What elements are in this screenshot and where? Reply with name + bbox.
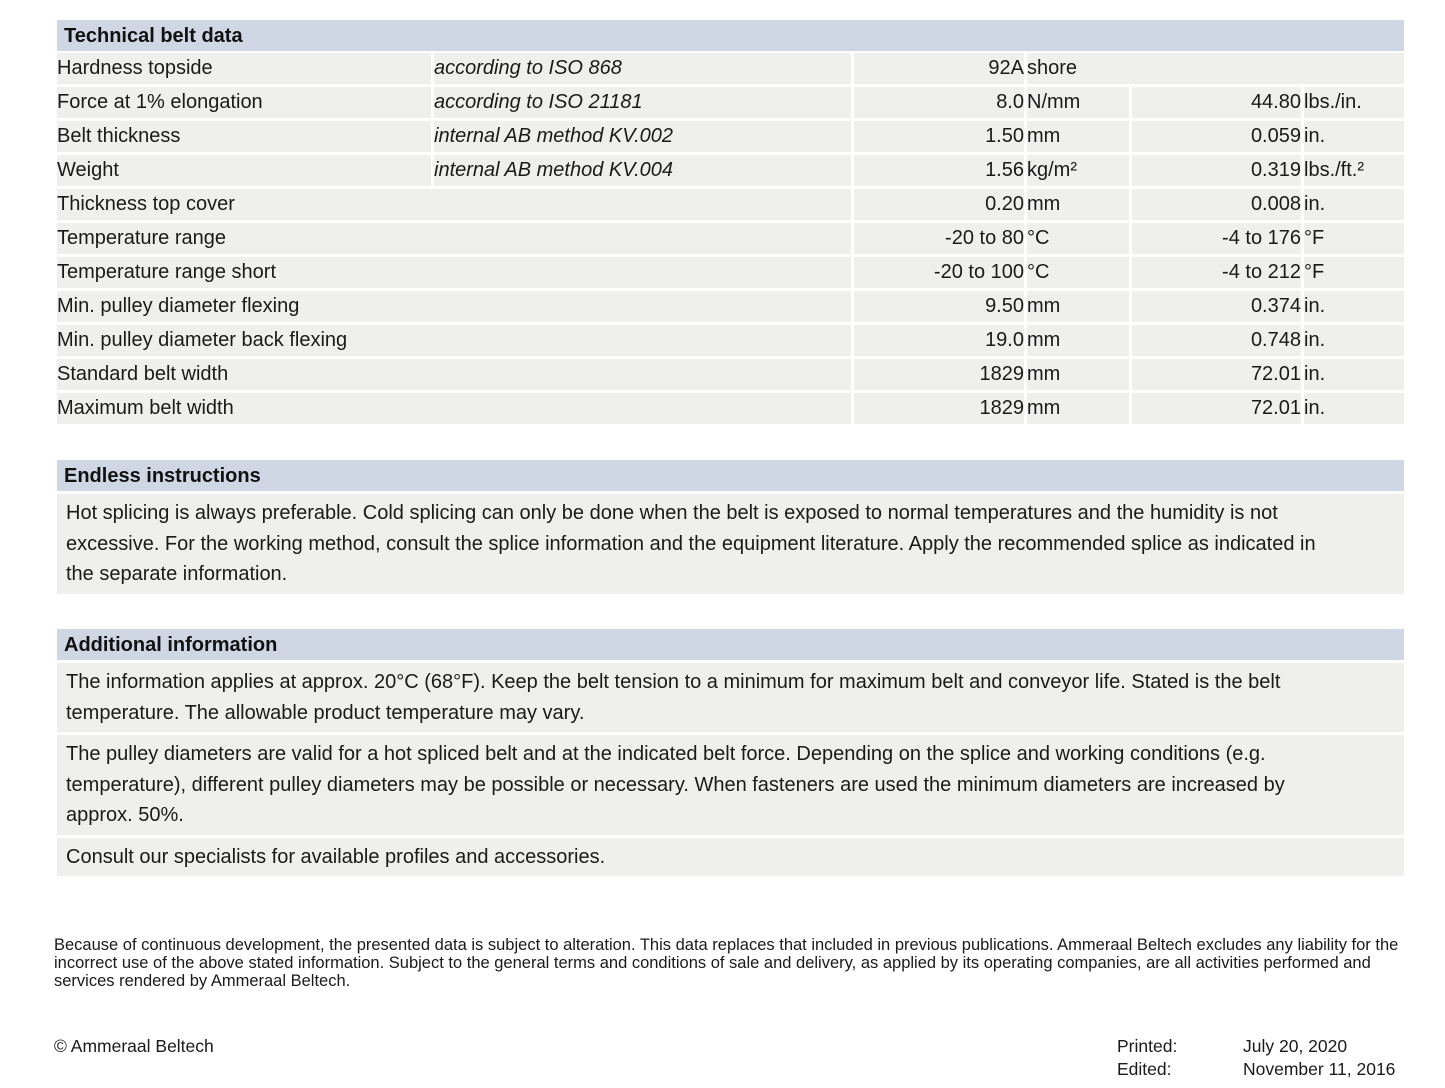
tech-imperial-value-cell: 0.319 [1129, 155, 1301, 186]
tech-row [57, 257, 1404, 288]
tech-imperial-value-cell: 0.059 [1129, 121, 1301, 152]
tech-metric-unit-cell: mm [1024, 121, 1129, 152]
tech-metric-value-cell: 1829 [851, 393, 1024, 424]
tech-imperial-unit-cell: °F [1301, 257, 1404, 288]
edited-label: Edited: [1117, 1059, 1172, 1079]
tech-metric-unit-cell: shore [1024, 53, 1404, 84]
edited-date: November 11, 2016 [1243, 1059, 1396, 1079]
tech-row [57, 155, 1404, 186]
tech-metric-unit-cell: N/mm [1024, 87, 1129, 118]
tech-metric-value-cell: -20 to 80 [851, 223, 1024, 254]
tech-metric-value-cell: 19.0 [851, 325, 1024, 356]
tech-property-cell: Min. pulley diameter flexing [57, 291, 851, 322]
printed-label: Printed: [1117, 1036, 1178, 1056]
tech-property-cell: Force at 1% elongation [57, 87, 431, 118]
tech-row [57, 223, 1404, 254]
tech-metric-unit-cell: °C [1024, 223, 1129, 254]
tech-property-cell: Belt thickness [57, 121, 431, 152]
tech-metric-unit-cell: mm [1024, 325, 1129, 356]
tech-metric-unit-cell: mm [1024, 393, 1129, 424]
endless-instructions-title: Endless instructions [57, 460, 1404, 491]
tech-metric-value-cell: 1.56 [851, 155, 1024, 186]
tech-row [57, 87, 1404, 118]
additional-paragraph: Consult our specialists for available profiles and accessories. [57, 838, 1404, 877]
tech-property-cell: Temperature range short [57, 257, 851, 288]
tech-metric-value-cell: 0.20 [851, 189, 1024, 220]
tech-imperial-value-cell: -4 to 176 [1129, 223, 1301, 254]
printed-date: July 20, 2020 [1243, 1036, 1348, 1056]
additional-paragraph: The information applies at approx. 20°C (68°F). Keep the belt tension to a minimum for maximum belt and conveyor life. Stated is the belt temperature. The allowable product temperature may vary. [57, 663, 1404, 732]
tech-metric-unit-cell: mm [1024, 291, 1129, 322]
endless-paragraph: Hot splicing is always preferable. Cold splicing can only be done when the belt is exposed to normal temperatures and the humidity is not excessive. For the working method, consult the splice information and the equipment literature. Apply the recommended splice as indicated in the separate information. [57, 494, 1404, 594]
tech-property-cell: Min. pulley diameter back flexing [57, 325, 851, 356]
tech-property-cell: Standard belt width [57, 359, 851, 390]
technical-belt-data-title: Technical belt data [57, 20, 1404, 51]
tech-method-cell: internal AB method KV.002 [431, 121, 851, 152]
tech-metric-value-cell: -20 to 100 [851, 257, 1024, 288]
tech-imperial-value-cell: 72.01 [1129, 393, 1301, 424]
tech-row [57, 53, 1404, 84]
technical-belt-data-section [57, 20, 1404, 427]
copyright: © Ammeraal Beltech [54, 1036, 214, 1056]
tech-imperial-unit-cell: in. [1301, 189, 1404, 220]
tech-metric-value-cell: 8.0 [851, 87, 1024, 118]
disclaimer-text: Because of continuous development, the presented data is subject to alteration. This data replaces that included in previous publications. Ammeraal Beltech excludes any liability for the incorrect use of the above stated information. Subject to the general terms and conditions of sale and delivery, as applied by its operating companies, are all activities performed and services rendered by Ammeraal Beltech. [54, 936, 1399, 990]
tech-imperial-value-cell: -4 to 212 [1129, 257, 1301, 288]
tech-imperial-unit-cell: °F [1301, 223, 1404, 254]
tech-metric-value-cell: 1.50 [851, 121, 1024, 152]
tech-row [57, 121, 1404, 152]
tech-imperial-value-cell: 0.008 [1129, 189, 1301, 220]
tech-metric-unit-cell: °C [1024, 257, 1129, 288]
endless-instructions-section [57, 460, 1404, 594]
tech-property-cell: Weight [57, 155, 431, 186]
tech-imperial-value-cell: 0.374 [1129, 291, 1301, 322]
tech-imperial-unit-cell: in. [1301, 291, 1404, 322]
tech-metric-unit-cell: kg/m² [1024, 155, 1129, 186]
tech-imperial-unit-cell: in. [1301, 325, 1404, 356]
tech-imperial-unit-cell: in. [1301, 393, 1404, 424]
tech-row [57, 291, 1404, 322]
tech-row [57, 393, 1404, 424]
tech-imperial-value-cell: 72.01 [1129, 359, 1301, 390]
tech-property-cell: Temperature range [57, 223, 851, 254]
additional-information-title: Additional information [57, 629, 1404, 660]
technical-belt-data-table [57, 50, 1404, 427]
tech-imperial-unit-cell: lbs./in. [1301, 87, 1404, 118]
tech-imperial-value-cell: 44.80 [1129, 87, 1301, 118]
tech-imperial-unit-cell: lbs./ft.² [1301, 155, 1404, 186]
tech-row [57, 189, 1404, 220]
tech-property-cell: Maximum belt width [57, 393, 851, 424]
tech-imperial-value-cell: 0.748 [1129, 325, 1301, 356]
tech-property-cell: Thickness top cover [57, 189, 851, 220]
tech-imperial-unit-cell: in. [1301, 121, 1404, 152]
tech-row [57, 325, 1404, 356]
tech-metric-unit-cell: mm [1024, 189, 1129, 220]
tech-method-cell: according to ISO 868 [431, 53, 851, 84]
tech-metric-value-cell: 9.50 [851, 291, 1024, 322]
tech-method-cell: according to ISO 21181 [431, 87, 851, 118]
tech-row [57, 359, 1404, 390]
tech-property-cell: Hardness topside [57, 53, 431, 84]
tech-imperial-unit-cell: in. [1301, 359, 1404, 390]
tech-metric-value-cell: 1829 [851, 359, 1024, 390]
additional-paragraph: The pulley diameters are valid for a hot spliced belt and at the indicated belt force. Depending on the splice and working conditions (e.g. temperature), different pulley diameters may be possible or necessary. When fasteners are used the minimum diameters are increased by approx. 50%. [57, 735, 1404, 835]
tech-metric-value-cell: 92A [851, 53, 1024, 84]
tech-method-cell: internal AB method KV.004 [431, 155, 851, 186]
tech-metric-unit-cell: mm [1024, 359, 1129, 390]
additional-information-section [57, 629, 1404, 876]
